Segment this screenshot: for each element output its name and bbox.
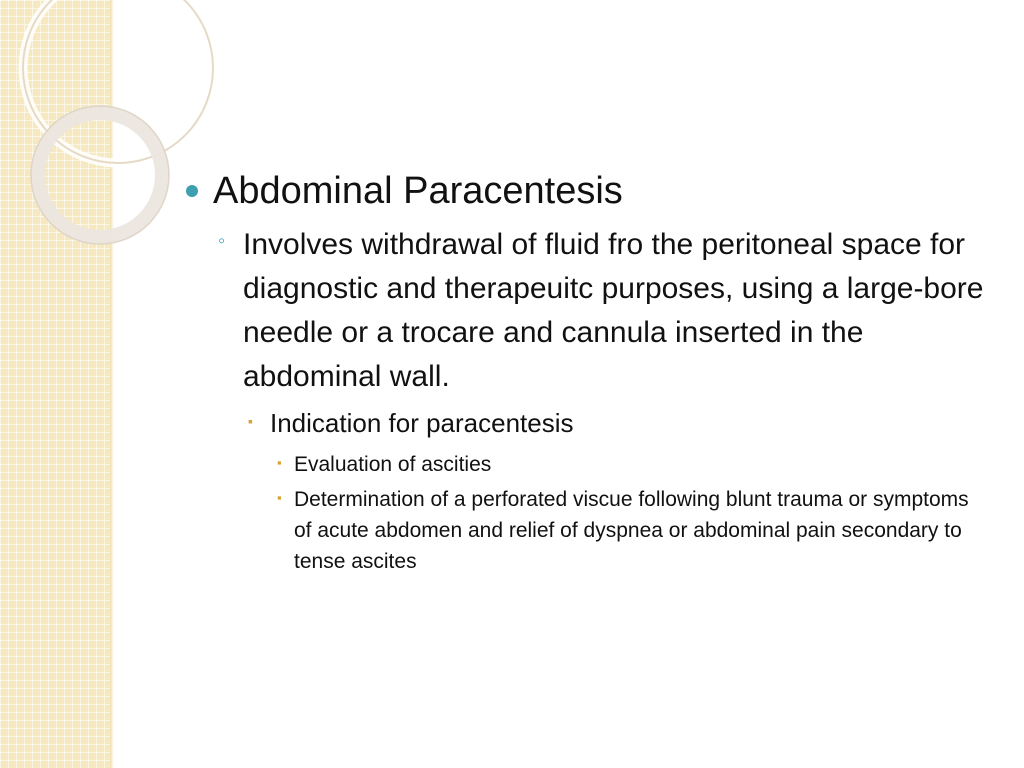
bullet-level1-text: Abdominal Paracentesis [213,170,623,212]
small-dot-icon: ▪ [277,455,282,470]
bullet-level2 [180,223,1003,399]
bullet-level2-text: Involves withdrawal of fluid fro the peritoneal space for diagnostic and therapeuitc purposes, using a large-bore needle or a trocare and cannula inserted in the abdominal wall. [243,228,984,393]
bullet-level4-item [180,449,984,480]
decorative-rings [0,0,140,260]
bullet-level4-item [180,484,984,577]
slide-body [180,165,1000,577]
filled-circle-icon [186,185,198,197]
hollow-circle-icon: ◦ [218,230,226,252]
bullet-level3 [180,403,1000,443]
small-dot-icon: ▪ [277,490,282,505]
bullet-level4-text: Evaluation of ascities [294,453,492,476]
bullet-level1 [180,165,1000,217]
small-dot-icon: ▪ [248,413,253,429]
bullet-level4-text: Determination of a perforated viscue following blunt trauma or symptoms of acute abdomen and relief of dyspnea or abdominal pain secondary to tense ascites [294,488,969,573]
ring-small [38,113,162,237]
bullet-level3-text: Indication for paracentesis [270,408,574,438]
ring-small-outline [31,106,169,244]
